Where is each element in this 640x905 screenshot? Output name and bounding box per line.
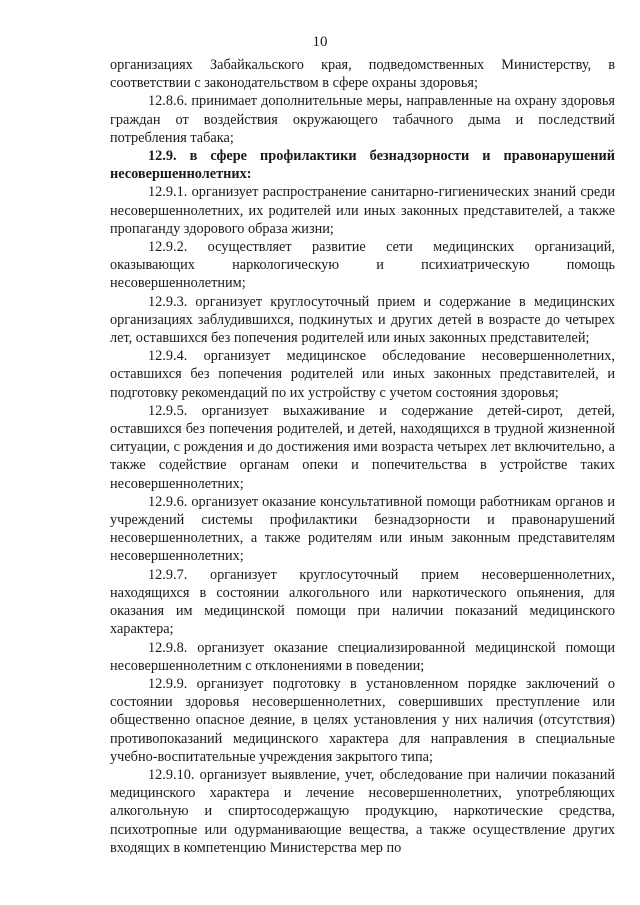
- paragraph-12-9-4: 12.9.4. организует медицинское обследование несовершеннолетних, оставшихся без попечения родителей или иных законных представителей, и подготовку рекомендаций по их устройству с учетом состояния здоровья;: [110, 348, 615, 401]
- section-heading-12-9: 12.9. в сфере профилактики безнадзорности и правонарушений несовершеннолетних:: [110, 148, 615, 183]
- paragraph-12-9-1: 12.9.1. организует распространение санитарно-гигиенических знаний среди несовершеннолетних, их родителей или иных законных представителей, а также пропаганду здорового образа жизни;: [110, 184, 615, 237]
- paragraph-12-9-7: 12.9.7. организует круглосуточный прием несовершеннолетних, находящихся в состоянии алкогольного или наркотического опьянения, для оказания им медицинской помощи при наличии показаний медицинского характера;: [110, 566, 615, 638]
- paragraph-12-9-3: 12.9.3. организует круглосуточный прием и содержание в медицинских организациях заблудившихся, подкинутых и других детей в возрасте до четырех лет, оставшихся без попечения родителей или иных законных представителей;: [110, 293, 615, 347]
- page-number: 10: [312, 34, 328, 50]
- paragraph-12-9-8: 12.9.8. организует оказание специализированной медицинской помощи несовершеннолетним с отклонениями в поведении;: [110, 639, 615, 674]
- paragraph-12-8-6: 12.8.6. принимает дополнительные меры, направленные на охрану здоровья граждан от воздействия окружающего табачного дыма и последствий потребления табака;: [110, 93, 615, 146]
- paragraph-12-9-9: 12.9.9. организует подготовку в установленном порядке заключений о состоянии здоровья несовершеннолетних, совершивших преступление или общественно опасное деяние, в целях установления у них наличия (отсутствия) противопоказаний медицинского характера для направления в специальные учебно-воспитательные учреждения закрытого типа;: [110, 675, 615, 765]
- paragraph-continuation: организациях Забайкальского края, подведомственных Министерству, в соответствии с законодательством в сфере охраны здоровья;: [110, 57, 615, 92]
- paragraph-12-9-6: 12.9.6. организует оказание консультативной помощи работникам органов и учреждений системы профилактики безнадзорности и правонарушений несовершеннолетних, а также родителям или иным законным представителям несовершеннолетних;: [110, 493, 615, 565]
- paragraph-12-9-10: 12.9.10. организует выявление, учет, обследование при наличии показаний медицинского характера и лечение несовершеннолетних, употребляющих алкогольную и спиртосодержащую продукцию, наркотические средства, психотропные или одурманивающие вещества, а также осуществление других входящих в компетенцию Министерства мер по: [110, 766, 615, 856]
- document-body: [110, 56, 615, 857]
- paragraph-12-9-2: 12.9.2. осуществляет развитие сети медицинских организаций, оказывающих наркологическую и психиатрическую помощь несовершеннолетним;: [110, 239, 615, 292]
- paragraph-12-9-5: 12.9.5. организует выхаживание и содержание детей-сирот, детей, оставшихся без попечения родителей, и детей, находящихся в трудной жизненной ситуации, с рождения и до достижения ими возраста четырех лет включительно, а также содействие органам опеки и попечительства в устройстве таких несовершеннолетних;: [110, 402, 615, 492]
